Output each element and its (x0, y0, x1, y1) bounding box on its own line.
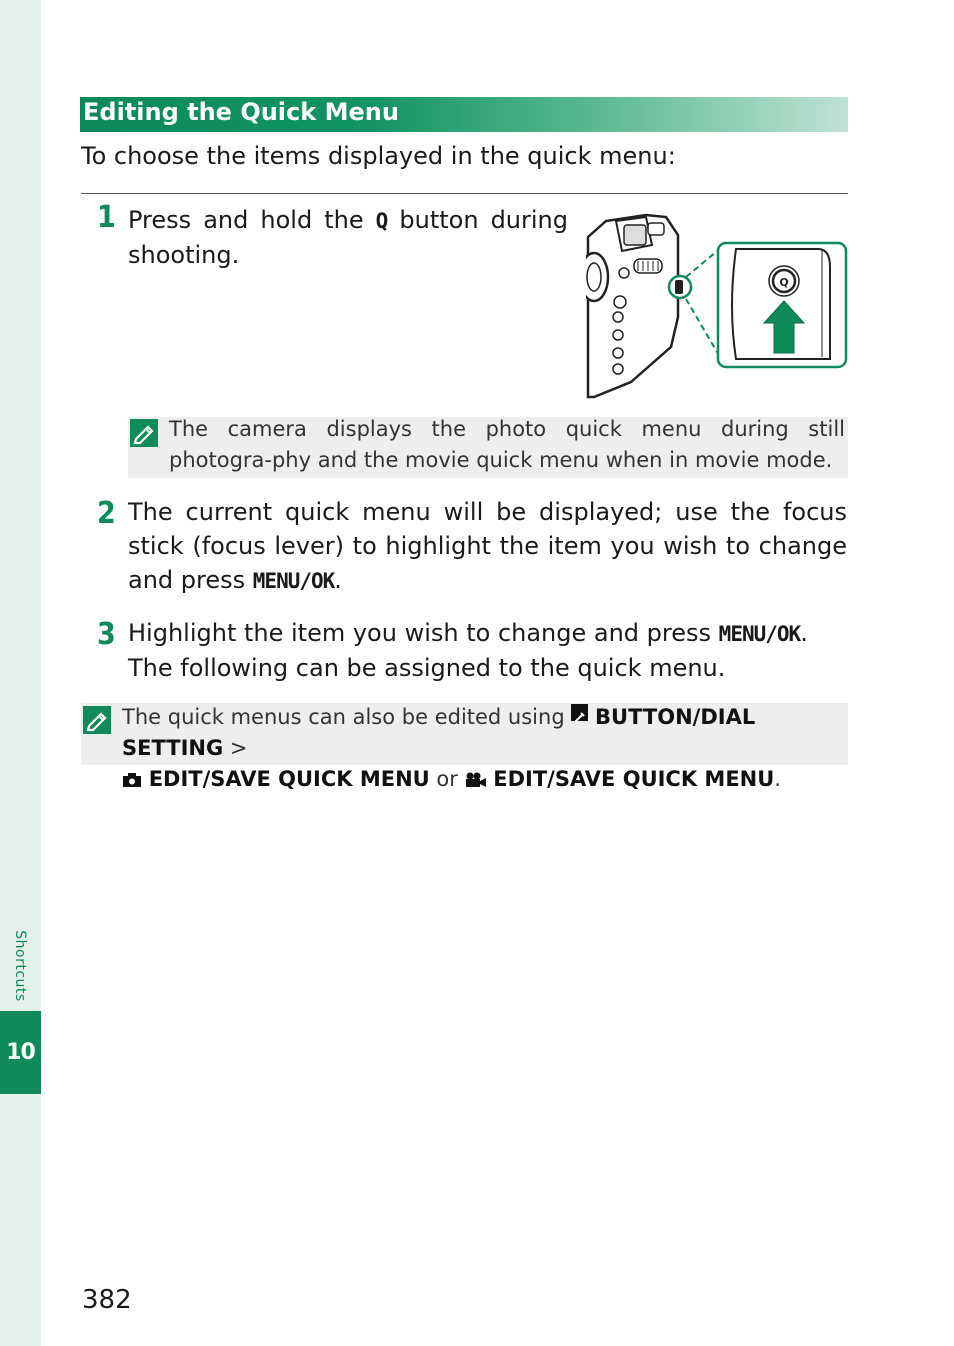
intro-text: To choose the items displayed in the quick menu: (81, 142, 676, 170)
q-button-glyph: Q (375, 209, 388, 233)
note-2-text: The quick menus can also be edited using BUTTON/DIAL SETTING > EDIT/SAVE QUICK MENU or EDIT/SAVE QUICK MENU. (122, 705, 781, 791)
step-2-number: 2 (97, 496, 116, 531)
sidebar (0, 0, 41, 1346)
menu-ok-button-glyph: MENU/OK (252, 569, 335, 593)
still-camera-icon (122, 766, 142, 782)
note-icon (83, 706, 111, 734)
camera-q-button-illustration-icon (586, 207, 848, 399)
step-3-text: Highlight the item you wish to change and press MENU/OK. The following can be assigned to the quick menu. (128, 619, 808, 682)
menu-ok-button-glyph: MENU/OK (718, 622, 801, 646)
inset-q-label: Q (779, 276, 789, 289)
movie-camera-icon (465, 766, 487, 782)
note-box-1 (128, 417, 848, 478)
camera-illustration (586, 207, 848, 399)
note-box-2 (81, 703, 848, 791)
chapter-tab[interactable]: 10 (0, 1011, 41, 1094)
note-1-text: The camera displays the photo quick menu during still photogra-phy and the movie quick menu when in movie mode. (169, 417, 845, 472)
step-1-text: Press and hold the Q button during shooting. (128, 206, 568, 269)
wrench-icon (571, 704, 588, 721)
note-icon (130, 419, 158, 447)
page-number: 382 (82, 1285, 132, 1315)
section-label: Shortcuts (12, 930, 28, 1002)
section-header (80, 97, 848, 132)
section-title: Editing the Quick Menu (83, 98, 399, 126)
divider (81, 193, 848, 194)
step-2-text: The current quick menu will be displayed; use the focus stick (focus lever) to highlight the item you wish to change and press MENU/OK. (128, 498, 847, 594)
step-3-number: 3 (97, 617, 116, 652)
step-1-number: 1 (97, 200, 116, 235)
